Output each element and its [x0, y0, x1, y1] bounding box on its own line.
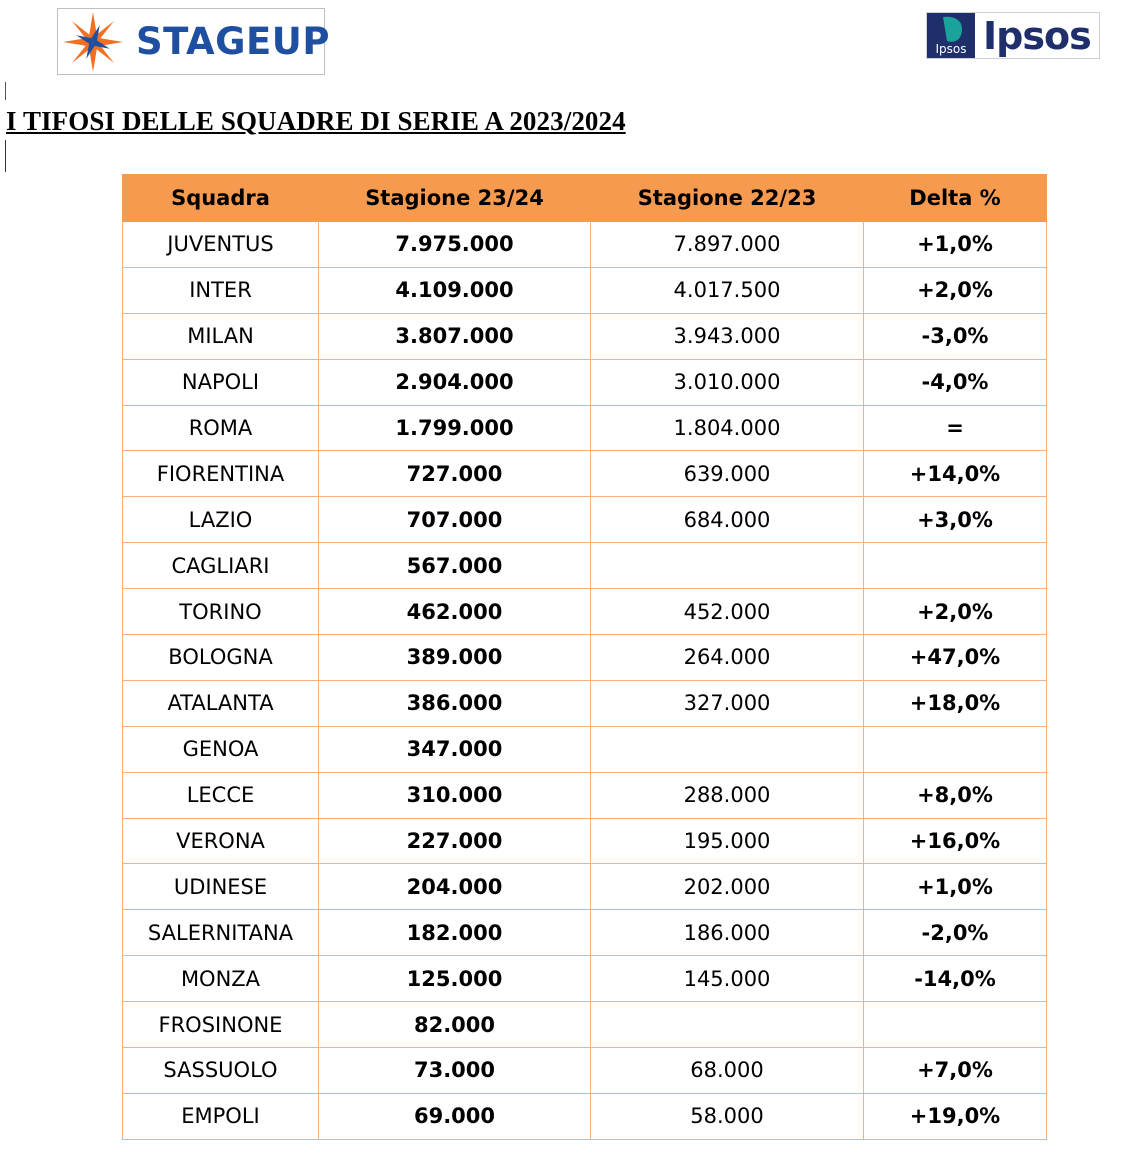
table-row [123, 864, 1047, 910]
cell-delta: -4,0% [864, 359, 1047, 405]
cell-season-2324: 4.109.000 [319, 267, 591, 313]
cell-season-2324: 182.000 [319, 910, 591, 956]
table-row [123, 910, 1047, 956]
ipsos-logo [926, 12, 1100, 59]
table-row [123, 956, 1047, 1002]
cell-season-2223 [591, 543, 864, 589]
cell-team: MILAN [123, 313, 319, 359]
stageup-logo-text: STAGEUP [136, 20, 330, 63]
cell-delta: +1,0% [864, 222, 1047, 268]
cell-delta: +16,0% [864, 818, 1047, 864]
table-row [123, 726, 1047, 772]
cell-delta: +2,0% [864, 267, 1047, 313]
column-header-stagione-2324: Stagione 23/24 [319, 175, 591, 222]
table-row [123, 772, 1047, 818]
cell-season-2223: 1.804.000 [591, 405, 864, 451]
cell-team: SALERNITANA [123, 910, 319, 956]
cell-delta: +14,0% [864, 451, 1047, 497]
cell-delta: -3,0% [864, 313, 1047, 359]
cell-season-2223: 145.000 [591, 956, 864, 1002]
cell-season-2223: 195.000 [591, 818, 864, 864]
cell-season-2324: 204.000 [319, 864, 591, 910]
cell-season-2324: 1.799.000 [319, 405, 591, 451]
cell-season-2324: 2.904.000 [319, 359, 591, 405]
cell-team: FIORENTINA [123, 451, 319, 497]
cell-delta [864, 726, 1047, 772]
cell-season-2324: 310.000 [319, 772, 591, 818]
cell-team: GENOA [123, 726, 319, 772]
table-row [123, 497, 1047, 543]
cell-season-2324: 82.000 [319, 1002, 591, 1048]
text-cursor [5, 140, 6, 172]
cell-delta: +18,0% [864, 680, 1047, 726]
cell-team: ROMA [123, 405, 319, 451]
table-row [123, 1093, 1047, 1139]
cell-team: VERONA [123, 818, 319, 864]
cell-delta: +2,0% [864, 589, 1047, 635]
cell-season-2223 [591, 726, 864, 772]
cell-season-2324: 7.975.000 [319, 222, 591, 268]
cell-delta: -14,0% [864, 956, 1047, 1002]
stageup-logo [57, 8, 330, 75]
cell-season-2223 [591, 1002, 864, 1048]
cell-season-2223: 3.010.000 [591, 359, 864, 405]
cell-season-2223: 68.000 [591, 1048, 864, 1094]
cell-team: NAPOLI [123, 359, 319, 405]
cell-season-2324: 347.000 [319, 726, 591, 772]
table-header-row [123, 175, 1047, 222]
cell-delta [864, 543, 1047, 589]
margin-marker [5, 82, 6, 100]
cell-season-2324: 3.807.000 [319, 313, 591, 359]
cell-team: FROSINONE [123, 1002, 319, 1048]
table-row [123, 543, 1047, 589]
cell-season-2324: 227.000 [319, 818, 591, 864]
table-row [123, 1048, 1047, 1094]
cell-delta: +7,0% [864, 1048, 1047, 1094]
table-row [123, 818, 1047, 864]
document-title: I TIFOSI DELLE SQUADRE DI SERIE A 2023/2024 [6, 106, 626, 136]
cell-season-2223: 202.000 [591, 864, 864, 910]
cell-delta: +3,0% [864, 497, 1047, 543]
cell-delta: +1,0% [864, 864, 1047, 910]
table-row [123, 405, 1047, 451]
column-header-delta: Delta % [864, 175, 1047, 222]
cell-season-2223: 186.000 [591, 910, 864, 956]
fans-table [122, 174, 1047, 1140]
cell-season-2324: 727.000 [319, 451, 591, 497]
cell-season-2223: 7.897.000 [591, 222, 864, 268]
cell-season-2223: 639.000 [591, 451, 864, 497]
table-row [123, 222, 1047, 268]
cell-team: MONZA [123, 956, 319, 1002]
table-body [123, 222, 1047, 1140]
column-header-squadra: Squadra [123, 175, 319, 222]
table-row [123, 451, 1047, 497]
cell-team: JUVENTUS [123, 222, 319, 268]
ipsos-badge-text: Ipsos [935, 42, 967, 56]
table-row [123, 1002, 1047, 1048]
cell-team: LAZIO [123, 497, 319, 543]
table-row [123, 680, 1047, 726]
ipsos-badge-icon [927, 13, 975, 58]
cell-team: EMPOLI [123, 1093, 319, 1139]
cell-season-2223: 264.000 [591, 635, 864, 681]
cell-season-2324: 567.000 [319, 543, 591, 589]
cell-season-2223: 452.000 [591, 589, 864, 635]
table-row [123, 589, 1047, 635]
cell-team: SASSUOLO [123, 1048, 319, 1094]
cell-team: LECCE [123, 772, 319, 818]
cell-season-2324: 389.000 [319, 635, 591, 681]
cell-season-2223: 684.000 [591, 497, 864, 543]
cell-season-2223: 3.943.000 [591, 313, 864, 359]
cell-season-2324: 125.000 [319, 956, 591, 1002]
cell-team: CAGLIARI [123, 543, 319, 589]
cell-season-2324: 73.000 [319, 1048, 591, 1094]
table-row [123, 313, 1047, 359]
cell-season-2223: 4.017.500 [591, 267, 864, 313]
cell-team: ATALANTA [123, 680, 319, 726]
cell-team: UDINESE [123, 864, 319, 910]
cell-season-2324: 462.000 [319, 589, 591, 635]
cell-season-2324: 69.000 [319, 1093, 591, 1139]
cell-season-2223: 58.000 [591, 1093, 864, 1139]
cell-season-2324: 386.000 [319, 680, 591, 726]
table-row [123, 359, 1047, 405]
cell-delta: +19,0% [864, 1093, 1047, 1139]
column-header-stagione-2223: Stagione 22/23 [591, 175, 864, 222]
cell-delta: +8,0% [864, 772, 1047, 818]
cell-team: TORINO [123, 589, 319, 635]
cell-team: INTER [123, 267, 319, 313]
ipsos-logo-text: Ipsos [983, 13, 1091, 58]
cell-season-2324: 707.000 [319, 497, 591, 543]
cell-team: BOLOGNA [123, 635, 319, 681]
cell-delta: +47,0% [864, 635, 1047, 681]
table-row [123, 635, 1047, 681]
cell-delta [864, 1002, 1047, 1048]
cell-delta: = [864, 405, 1047, 451]
cell-season-2223: 288.000 [591, 772, 864, 818]
table-row [123, 267, 1047, 313]
compass-star-icon [58, 8, 128, 75]
cell-delta: -2,0% [864, 910, 1047, 956]
cell-season-2223: 327.000 [591, 680, 864, 726]
